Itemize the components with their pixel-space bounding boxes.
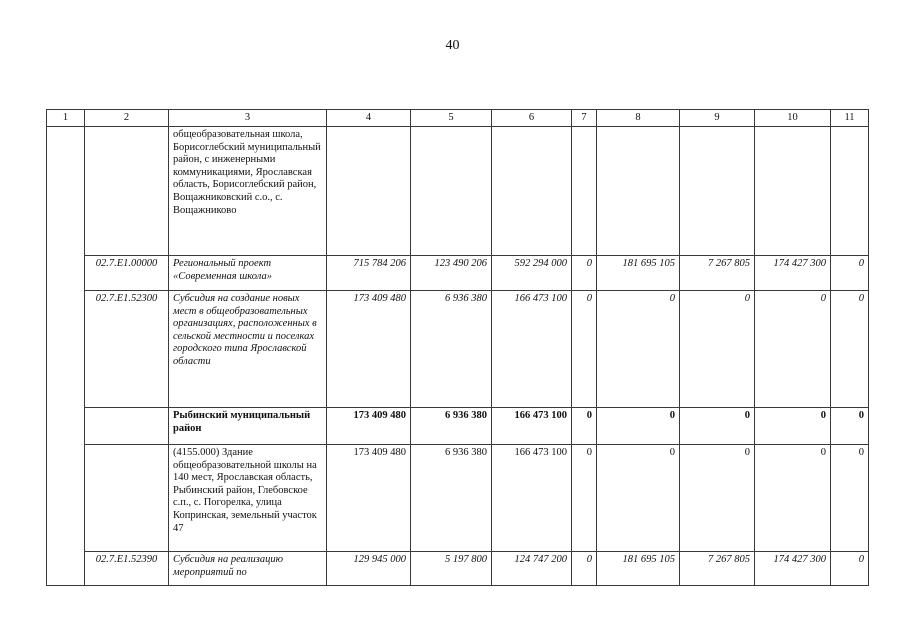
- table-cell-description: Рыбинский муниципальный район: [169, 408, 327, 445]
- table-cell-value: 173 409 480: [327, 291, 411, 408]
- table-cell-value: 0: [831, 552, 869, 586]
- table-row: [47, 552, 869, 586]
- column-number: 2: [85, 110, 169, 127]
- table-row: [47, 256, 869, 291]
- table-cell-value: 123 490 206: [411, 256, 492, 291]
- table-cell-value: 181 695 105: [597, 256, 680, 291]
- table-cell-value: 173 409 480: [327, 408, 411, 445]
- table-cell-value: [492, 127, 572, 256]
- table-cell-value: 0: [755, 408, 831, 445]
- table-cell-value: 0: [597, 291, 680, 408]
- table-cell-value: 173 409 480: [327, 445, 411, 552]
- table-cell-value: 0: [831, 291, 869, 408]
- table-cell-code: [85, 445, 169, 552]
- table-cell-value: [411, 127, 492, 256]
- table-cell: [47, 445, 85, 552]
- table-cell: [47, 408, 85, 445]
- table-cell-value: 715 784 206: [327, 256, 411, 291]
- table-cell: [47, 291, 85, 408]
- table-cell-value: 0: [572, 552, 597, 586]
- column-number: 3: [169, 110, 327, 127]
- column-number: 10: [755, 110, 831, 127]
- table-cell-value: 0: [597, 445, 680, 552]
- table-cell-value: [680, 127, 755, 256]
- table-row: [47, 291, 869, 408]
- table-cell-value: [831, 127, 869, 256]
- table-cell-code: 02.7.E1.52300: [85, 291, 169, 408]
- table-cell-value: 124 747 200: [492, 552, 572, 586]
- table-cell-value: 0: [572, 408, 597, 445]
- table-cell-value: 0: [831, 408, 869, 445]
- budget-table: [46, 109, 869, 586]
- table-cell-value: 0: [831, 445, 869, 552]
- table-cell-value: 5 197 800: [411, 552, 492, 586]
- table-cell-value: 166 473 100: [492, 445, 572, 552]
- column-number: 9: [680, 110, 755, 127]
- table-row: [47, 445, 869, 552]
- table-cell-value: 0: [680, 445, 755, 552]
- table-cell-value: 7 267 805: [680, 552, 755, 586]
- table-cell-value: [327, 127, 411, 256]
- table-cell-value: 0: [572, 445, 597, 552]
- table-row: [47, 408, 869, 445]
- table-cell-description: общеобразовательная школа, Борисоглебский муниципальный район, с инженерными коммуникациями, Ярославская область, Борисоглебский район, Вощажниковский с.о., с. Вощажниково: [169, 127, 327, 256]
- table-cell-value: 0: [831, 256, 869, 291]
- table-cell-value: [597, 127, 680, 256]
- table-cell-code: 02.7.E1.00000: [85, 256, 169, 291]
- table-cell-value: 6 936 380: [411, 408, 492, 445]
- table-cell-value: 129 945 000: [327, 552, 411, 586]
- column-number: 7: [572, 110, 597, 127]
- column-number: 1: [47, 110, 85, 127]
- table-cell-value: 0: [755, 291, 831, 408]
- table-cell-value: 174 427 300: [755, 256, 831, 291]
- column-number: 5: [411, 110, 492, 127]
- table-cell-value: 6 936 380: [411, 291, 492, 408]
- table-cell-value: 592 294 000: [492, 256, 572, 291]
- table-cell-value: 0: [680, 291, 755, 408]
- page-number: 40: [445, 38, 460, 53]
- table-cell: [47, 127, 85, 256]
- table-cell-value: 0: [680, 408, 755, 445]
- column-number: 11: [831, 110, 869, 127]
- table-cell-description: Региональный проект «Современная школа»: [169, 256, 327, 291]
- table-cell-value: 7 267 805: [680, 256, 755, 291]
- table-cell-value: 6 936 380: [411, 445, 492, 552]
- table-cell: [47, 256, 85, 291]
- table-cell-value: 166 473 100: [492, 291, 572, 408]
- table-cell: [47, 552, 85, 586]
- table-cell-value: [572, 127, 597, 256]
- column-number: 4: [327, 110, 411, 127]
- table-cell-description: Субсидия на реализацию мероприятий по: [169, 552, 327, 586]
- table-cell-code: [85, 127, 169, 256]
- table-cell-value: [755, 127, 831, 256]
- table-cell-value: 0: [755, 445, 831, 552]
- column-number: 8: [597, 110, 680, 127]
- table-cell-description: Субсидия на создание новых мест в общеобразовательных организациях, расположенных в сельской местности и поселках городского типа Ярославской области: [169, 291, 327, 408]
- column-number: 6: [492, 110, 572, 127]
- table-cell-code: 02.7.E1.52390: [85, 552, 169, 586]
- table-cell-description: (4155.000) Здание общеобразовательной школы на 140 мест, Ярославская область, Рыбинский район, Глебовское с.п., с. Погорелка, улица Копринская, земельный участок 47: [169, 445, 327, 552]
- table-cell-value: 0: [597, 408, 680, 445]
- table-row: [47, 127, 869, 256]
- column-number-row: [47, 110, 869, 127]
- table-cell-value: 0: [572, 256, 597, 291]
- table-cell-code: [85, 408, 169, 445]
- table-cell-value: 181 695 105: [597, 552, 680, 586]
- table-cell-value: 166 473 100: [492, 408, 572, 445]
- table-cell-value: 174 427 300: [755, 552, 831, 586]
- table-cell-value: 0: [572, 291, 597, 408]
